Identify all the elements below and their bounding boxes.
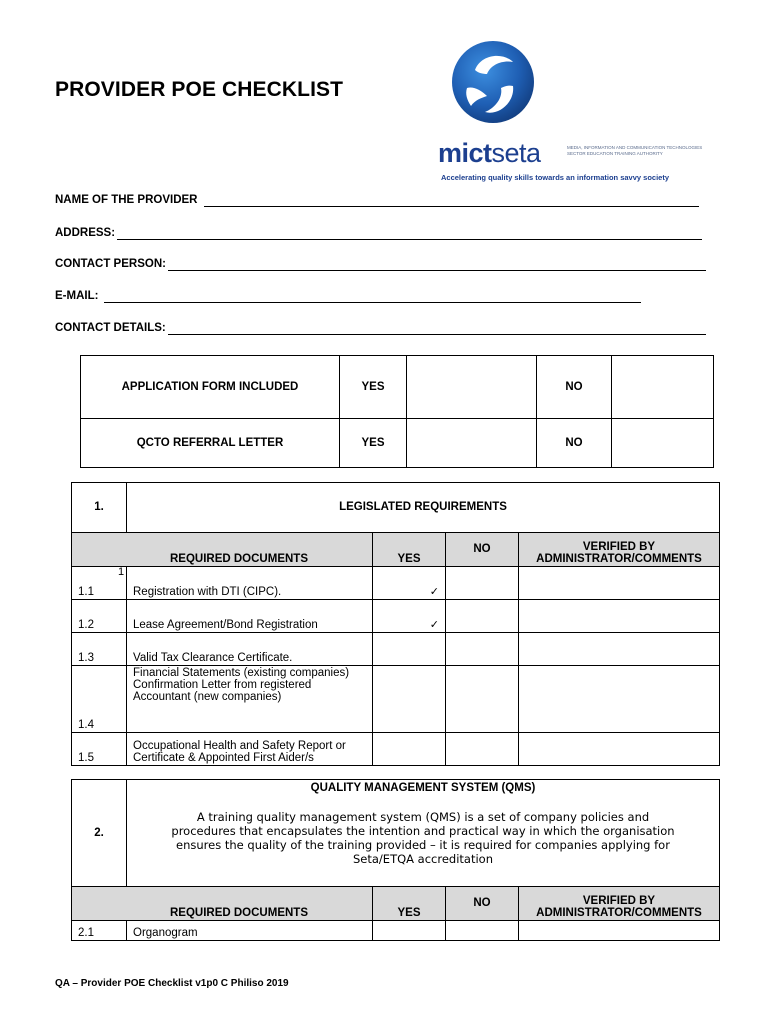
header-verified: VERIFIED BY ADMINISTRATOR/COMMENTS [519,887,720,921]
item-document-line: Confirmation Letter from registered Accountant (new companies) [133,679,312,703]
contact-person-line [168,270,706,271]
field-provider-name: NAME OF THE PROVIDER [55,194,198,206]
no-cell[interactable] [446,567,519,600]
item-document [127,666,373,733]
field-contact-details: CONTACT DETAILS: [55,322,166,334]
comment-cell[interactable] [519,633,720,666]
header-no: NO [446,533,519,567]
section-header-row [72,780,720,887]
contact-details-line [168,334,706,335]
yes-checkbox-cell[interactable] [407,419,537,468]
comment-cell[interactable] [519,733,720,766]
table-row [81,356,714,419]
column-header-row [72,533,720,567]
no-checkbox-cell[interactable] [612,419,714,468]
application-form-label: APPLICATION FORM INCLUDED [81,356,340,419]
no-cell[interactable] [446,733,519,766]
header-verified: VERIFIED BY ADMINISTRATOR/COMMENTS [519,533,720,567]
comment-cell[interactable] [519,567,720,600]
item-document: Registration with DTI (CIPC). [127,567,373,600]
qms-table [71,779,720,941]
yes-label: YES [340,419,407,468]
application-table [80,355,714,468]
header-yes: YES [373,887,446,921]
header-required-documents: REQUIRED DOCUMENTS [72,887,373,921]
header-yes: YES [373,533,446,567]
item-document: Organogram [127,921,373,941]
item-number: 1.5 [72,733,127,766]
footer-text: QA – Provider POE Checklist v1p0 C Philiso 2019 [55,978,289,989]
table-row [72,921,720,941]
table-row [81,419,714,468]
yes-cell[interactable] [373,733,446,766]
comment-cell[interactable] [519,921,720,941]
no-label: NO [537,356,612,419]
item-document: Lease Agreement/Bond Registration [127,600,373,633]
field-email: E-MAIL: [55,290,99,302]
section-number: 2. [72,780,127,887]
yes-check-icon[interactable]: ✓ [373,600,446,633]
header-no: NO [446,887,519,921]
column-header-row [72,887,720,921]
no-cell[interactable] [446,633,519,666]
field-address: ADDRESS: [55,227,116,239]
address-line [117,239,702,240]
yes-cell[interactable] [373,633,446,666]
item-document-line: Financial Statements (existing companies) [133,667,350,679]
logo-tagline: Accelerating quality skills towards an information savvy society [441,173,669,182]
table-row [72,600,720,633]
table-row [72,733,720,766]
section-description: A training quality management system (QMS) is a set of company policies and procedures that encapsulates the intention and practical way in which the organisation ensures the quality of the training provided – it is required for companies applying for Seta/ETQA accreditation [171,810,675,866]
comment-cell[interactable] [519,666,720,733]
item-number: 1.3 [72,633,127,666]
no-label: NO [537,419,612,468]
no-cell[interactable] [446,921,519,941]
section-title: QUALITY MANAGEMENT SYSTEM (QMS) [310,782,536,794]
item-number: 2.1 [72,921,127,941]
table-row [72,567,720,600]
yes-check-icon[interactable]: ✓ [373,567,446,600]
yes-cell[interactable] [373,921,446,941]
table-row [72,666,720,733]
field-contact-person: CONTACT PERSON: [55,258,166,270]
logo-side-text: MEDIA, INFORMATION AND COMMUNICATION TECHNOLOGIES SECTOR EDUCATION TRAINING AUTHORITY [567,145,703,156]
yes-cell[interactable] [373,666,446,733]
yes-label: YES [340,356,407,419]
section-title: LEGISLATED REQUIREMENTS [127,483,720,533]
item-number: 1.2 [72,600,127,633]
legislated-requirements-table [71,482,720,766]
yes-checkbox-cell[interactable] [407,356,537,419]
item-document: Occupational Health and Safety Report or Certificate & Appointed First Aider/s [127,733,373,766]
provider-name-line [204,206,699,207]
comment-cell[interactable] [519,600,720,633]
logo-wordmark: mictseta [438,138,541,168]
qcto-referral-label: QCTO REFERRAL LETTER [81,419,340,468]
item-number: 1.4 [72,666,127,733]
header-required-documents: REQUIRED DOCUMENTS [72,533,373,567]
section-title-cell [127,780,720,887]
footnote-superscript: 1 [118,566,125,578]
item-document: Valid Tax Clearance Certificate. [127,633,373,666]
item-number: 1.1 [72,567,127,600]
page-title: PROVIDER POE CHECKLIST [55,78,344,101]
no-cell[interactable] [446,600,519,633]
mictseta-logo-icon [451,40,535,124]
no-checkbox-cell[interactable] [612,356,714,419]
section-header-row [72,483,720,533]
table-row [72,633,720,666]
email-line [104,302,641,303]
section-number: 1. [72,483,127,533]
no-cell[interactable] [446,666,519,733]
